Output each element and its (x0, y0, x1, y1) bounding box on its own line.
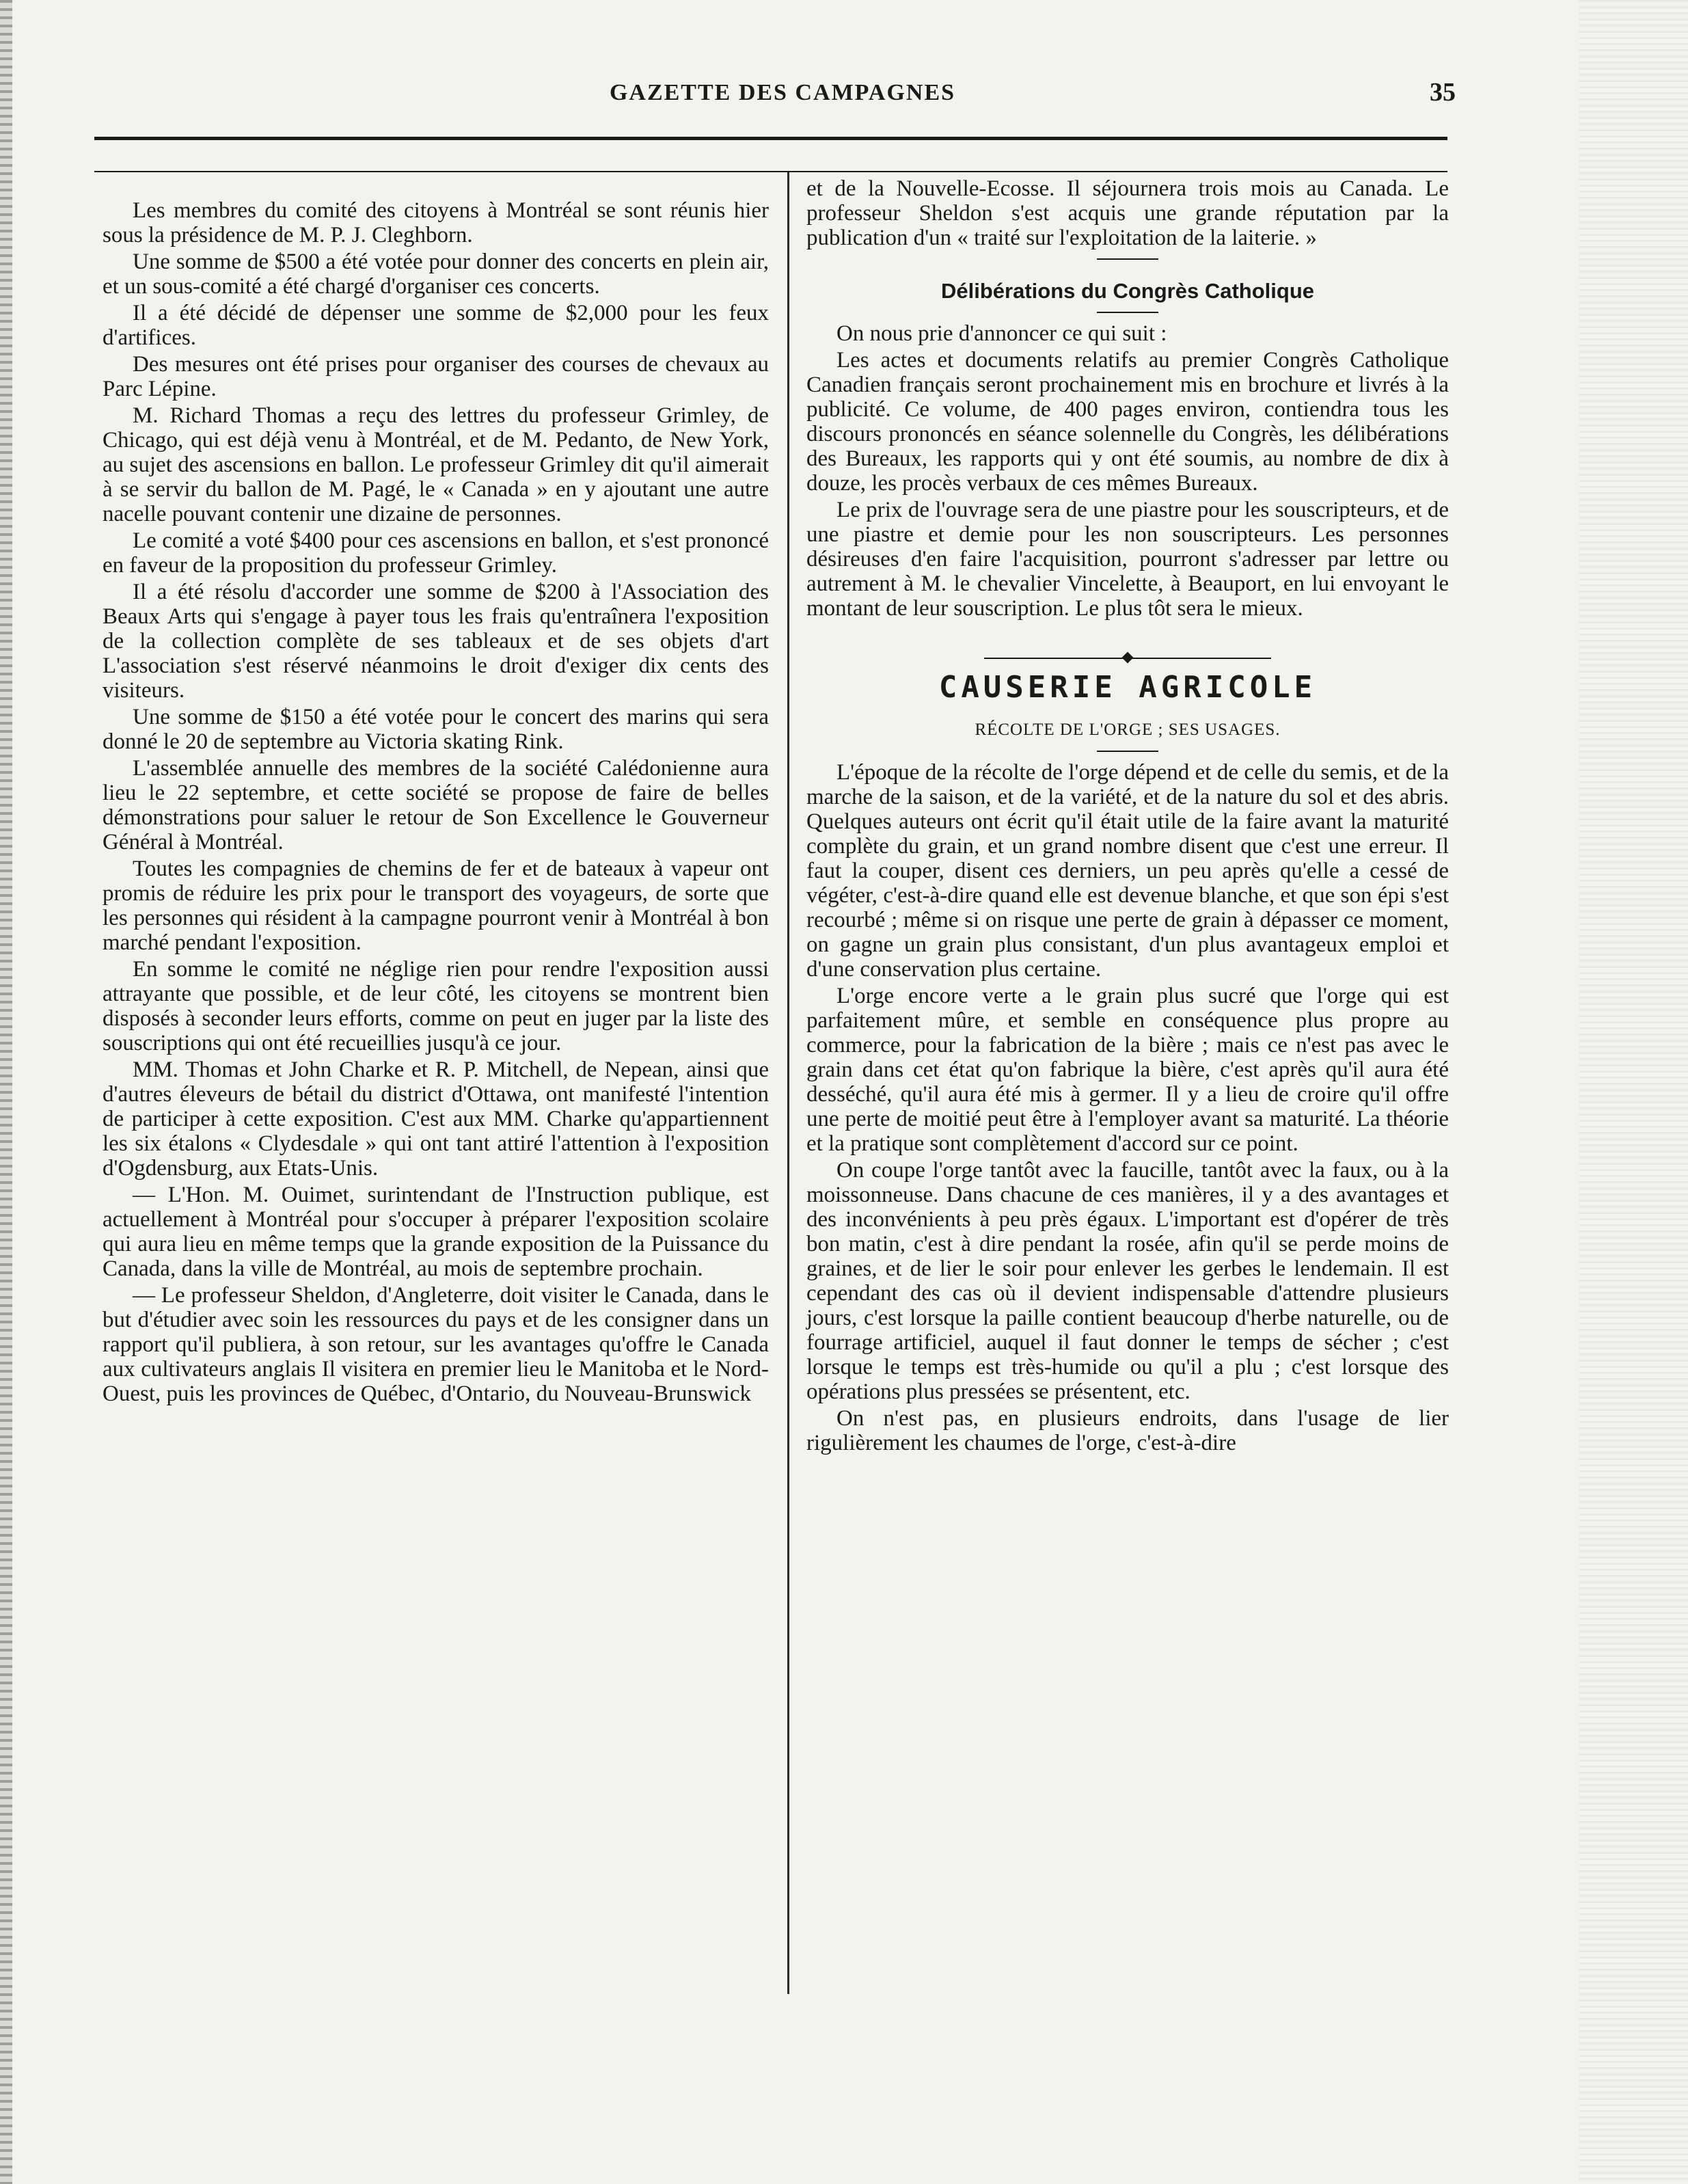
news-paragraph: — Le professeur Sheldon, d'Angleterre, doit visiter le Canada, dans le but d'étudier avec soin les ressources du pays et de les consigner dans un rapport qu'il publiera, à son retour, sur les avantages qu'offre le Canada aux cultivateurs anglais Il visitera en premier lieu le Manitoba et le Nord-Ouest, puis les provinces de Québec, d'Ontario, du Nouveau-Brunswick (103, 1283, 769, 1406)
ornament-divider (984, 653, 1271, 663)
news-paragraph: Des mesures ont été prises pour organiser des courses de chevaux au Parc Lépine. (103, 352, 769, 401)
congres-title: Délibérations du Congrès Catholique (941, 279, 1314, 303)
causerie-paragraph: On coupe l'orge tantôt avec la faucille, tantôt avec la faux, ou à la moissonneuse. Dans chacune de ces manières, il y a des avantages et des inconvénients à peu près égaux. L'important est d'opérer de très bon matin, c'est à dire pendant la rosée, afin qu'il se perde moins de graines, et de lier le soir pour enlever les gerbes le lendemain. Il est cependant des cas où il devient indispensable d'attendre plusieurs jours, c'est lorsque la paille contient beaucoup d'herbe naturelle, ou de fourrage artificiel, auquel il faut donner le temps de sécher ; c'est lorsque le temps est très-humide ou qu'il a plu ; c'est lorsque des opérations plus pressées se présentent, etc. (806, 1158, 1449, 1404)
left-column (103, 198, 769, 1408)
header-rule-thick (94, 137, 1447, 140)
section-divider (1097, 258, 1158, 260)
news-paragraph: — L'Hon. M. Ouimet, surintendant de l'Instruction publique, est actuellement à Montréal pour s'occuper à préparer l'exposition scolaire qui aura lieu en même temps que la grande exposition de la Puissance du Canada, dans la ville de Montréal, au mois de septembre prochain. (103, 1183, 769, 1281)
news-paragraph: Une somme de $150 a été votée pour le concert des marins qui sera donné le 20 de septembre au Victoria skating Rink. (103, 705, 769, 754)
causerie-paragraph: On n'est pas, en plusieurs endroits, dans l'usage de lier rigulièrement les chaumes de l'orge, c'est-à-dire (806, 1406, 1449, 1455)
news-paragraph: Il a été décidé de dépenser une somme de $2,000 pour les feux d'artifices. (103, 301, 769, 350)
congres-paragraph: On nous prie d'annoncer ce qui suit : (836, 321, 1167, 346)
section-divider (1097, 751, 1158, 752)
scan-margin (1579, 0, 1688, 2184)
causerie-paragraph: L'orge encore verte a le grain plus sucré que l'orge qui est parfaitement mûre, et semble en conséquence plus propre au commerce, pour la fabrication de la bière ; mais ce n'est pas avec le grain dans cet état qu'on fabrique la bière, c'est après qu'il aura été desséché, qu'il aura été mis à germer. Il y a lieu de croire qu'il offre une perte de moitié peut être à l'employer avant sa maturité. La théorie et la pratique sont complètement d'accord sur ce point. (806, 984, 1449, 1156)
news-paragraph: M. Richard Thomas a reçu des lettres du professeur Grimley, de Chicago, qui est déjà venu à Montréal, et de M. Pedanto, de New York, au sujet des ascensions en ballon. Le professeur Grimley dit qu'il aimerait à se servir du ballon de M. Pagé, le « Canada » en y ajoutant une autre nacelle pouvant contenir une dizaine de personnes. (103, 403, 769, 526)
news-paragraph: MM. Thomas et John Charke et R. P. Mitchell, de Nepean, ainsi que d'autres éleveurs de bétail du district d'Ottawa, ont manifesté l'intention de participer à cette exposition. C'est aux MM. Charke qu'appartiennent les six étalons « Clydesdale » qui ont tant attiré l'attention à l'exposition d'Ogdensburg, aux Etats-Unis. (103, 1057, 769, 1181)
right-column (806, 176, 1449, 1457)
header-rule-thin (94, 171, 1447, 172)
page-number: 35 (1430, 78, 1456, 107)
scan-edge (0, 0, 12, 2184)
news-paragraph: Il a été résolu d'accorder une somme de $200 à l'Association des Beaux Arts qui s'engage à payer tous les frais qu'entraînera l'exposition de la collection complète de ses tableaux et de ses objets d'art L'association s'est réservé néanmoins le droit d'exiger dix cents des visiteurs. (103, 580, 769, 703)
continued-paragraph: et de la Nouvelle-Ecosse. Il séjournera trois mois au Canada. Le professeur Sheldon s'est acquis une grande réputation par la publication d'un « traité sur l'exploitation de la laiterie. » (806, 176, 1449, 250)
column-divider (787, 172, 789, 1994)
news-paragraph: Toutes les compagnies de chemins de fer et de bateaux à vapeur ont promis de réduire les prix pour le transport des voyageurs, de sorte que les personnes qui résident à la campagne pourront venir à Montréal à bon marché pendant l'exposition. (103, 857, 769, 955)
masthead (109, 72, 1456, 126)
congres-paragraph: Le prix de l'ouvrage sera de une piastre pour les souscripteurs, et de une piastre et demie pour les non souscripteurs. Les personnes désireuses d'en faire l'acquisition, pourront s'adresser par lettre ou autrement à M. le chevalier Vincelette, à Beauport, en lui envoyant le montant de leur souscription. Le plus tôt sera le mieux. (806, 498, 1449, 621)
congres-paragraph: Les actes et documents relatifs au premier Congrès Catholique Canadien français seront prochainement mis en brochure et livrés à la publicité. Ce volume, de 400 pages environ, contiendra tous les discours prononcés en séance solennelle du Congrès, les délibérations des Bureaux, les rapports qui y ont été soumis, au nombre de dix à douze, les procès verbaux de ces mêmes Bureaux. (806, 348, 1449, 496)
section-divider (1097, 312, 1158, 313)
causerie-subtitle: RÉCOLTE DE L'ORGE ; SES USAGES. (975, 720, 1281, 739)
news-paragraph: Le comité a voté $400 pour ces ascensions en ballon, et s'est prononcé en faveur de la proposition du professeur Grimley. (103, 528, 769, 578)
news-paragraph: Une somme de $500 a été votée pour donner des concerts en plein air, et un sous-comité a été chargé d'organiser ces concerts. (103, 250, 769, 299)
publication-title: GAZETTE DES CAMPAGNES (609, 80, 956, 105)
ornament-diamond (1122, 652, 1134, 664)
causerie-paragraph: L'époque de la récolte de l'orge dépend et de celle du semis, et de la marche de la saison, et de la variété, et de la nature du sol et des abris. Quelques auteurs ont écrit qu'il était utile de la faire avant la maturité complète du grain, et un grand nombre disent que c'est une erreur. Il faut la couper, disent ces derniers, un peu après qu'elle a cessé de végéter, c'est-à-dire quand elle est devenue blanche, et que son épi s'est recourbé ; même si on risque une perte de grain à dépasser ce moment, on gagne un grain plus consistant, d'un plus avantageux emploi et d'une conservation plus certaine. (806, 760, 1449, 982)
news-paragraph: L'assemblée annuelle des membres de la société Calédonienne aura lieu le 22 septembre, et cette société se propose de faire de belles démonstrations pour saluer le retour de Son Excellence le Gouverneur Général à Montréal. (103, 756, 769, 854)
causerie-title: CAUSERIE AGRICOLE (938, 670, 1317, 705)
news-paragraph: Les membres du comité des citoyens à Montréal se sont réunis hier sous la présidence de M. P. J. Cleghborn. (103, 198, 769, 247)
news-paragraph: En somme le comité ne néglige rien pour rendre l'exposition aussi attrayante que possible, et de leur côté, les citoyens se montrent bien disposés à seconder leurs efforts, comme on peut en juger par la liste des souscriptions qui ont été recueillies jusqu'à ce jour. (103, 957, 769, 1055)
